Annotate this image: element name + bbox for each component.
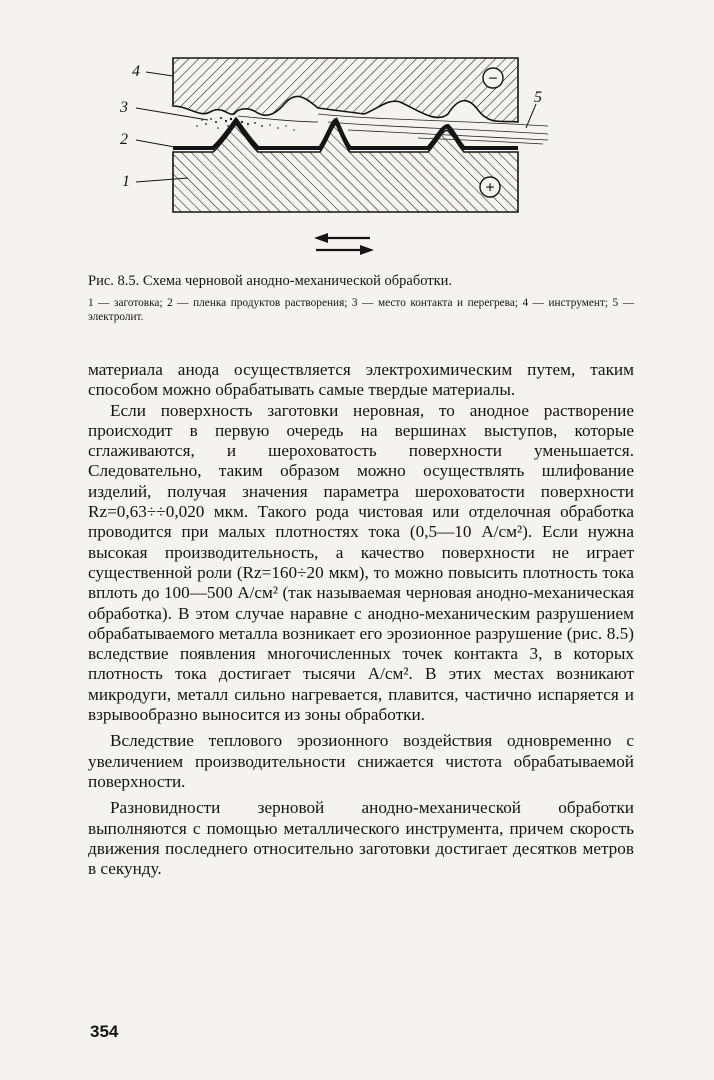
figure-caption-title: Рис. 8.5. Схема черновой анодно-механической обработки.	[88, 273, 453, 289]
paragraph: Если поверхность заготовки неровная, то анодное растворение происходит в первую очередь на вершинах выступов, которые сглаживаются, и шероховатость поверхности уменьшается. Следовательно, таким образом можно осуществлять шлифование изделий, получая значения параметра шероховатости поверхности Rz=0,63÷÷0,020 мкм. Такого рода чистовая или отделочная обработка проводится при малых плотностях тока (0,5—10 А/см²). Если нужна высокая производительность, а качество поверхности не играет существенной роли (Rz=160÷20 мкм), то можно повысить плотность тока вплоть до 100—500 А/см² (так называемая черновая анодно-механическая обработка). В этом случае наравне с анодно-механическим разрушением обрабатываемого металла возникает его эрозионное разрушение (рис. 8.5) вследствие появления многочисленных точек контакта 3, в которых плотность тока достигает тысячи А/см². В этих местах возникают микродуги, металл сильно нагревается, плавится, частично испаряется и взрывообразно выносится из зоны обработки.	[88, 400, 634, 725]
figure-8-5	[118, 40, 558, 265]
motion-arrows	[314, 233, 374, 255]
paragraph: Вследствие теплового эрозионного воздействия одновременно с увеличением производительности снижается чистота обрабатываемой поверхности.	[88, 731, 634, 791]
label-5: 5	[534, 89, 542, 106]
contact-sparks	[196, 117, 295, 131]
paragraph: Разновидности зерновой анодно-механической обработки выполняются с помощью металлического инструмента, причем скорость движения последнего относительно заготовки достигает десятков метров в секунду.	[88, 798, 634, 879]
figure-caption-legend: 1 — заготовка; 2 — пленка продуктов растворения; 3 — место контакта и перегрева; 4 — инструмент; 5 — электролит.	[88, 297, 634, 323]
label-1: 1	[122, 173, 130, 190]
label-4: 4	[132, 63, 140, 80]
paragraph: материала анода осуществляется электрохимическим путем, таким способом можно обрабатывать самые твердые материалы.	[88, 360, 634, 400]
page-number: 354	[90, 1022, 119, 1041]
label-3: 3	[120, 99, 128, 116]
plus-sign: +	[485, 179, 495, 197]
label-2: 2	[120, 131, 128, 148]
tool-body	[173, 58, 518, 122]
body-text	[88, 360, 634, 879]
minus-sign: −	[488, 70, 498, 88]
